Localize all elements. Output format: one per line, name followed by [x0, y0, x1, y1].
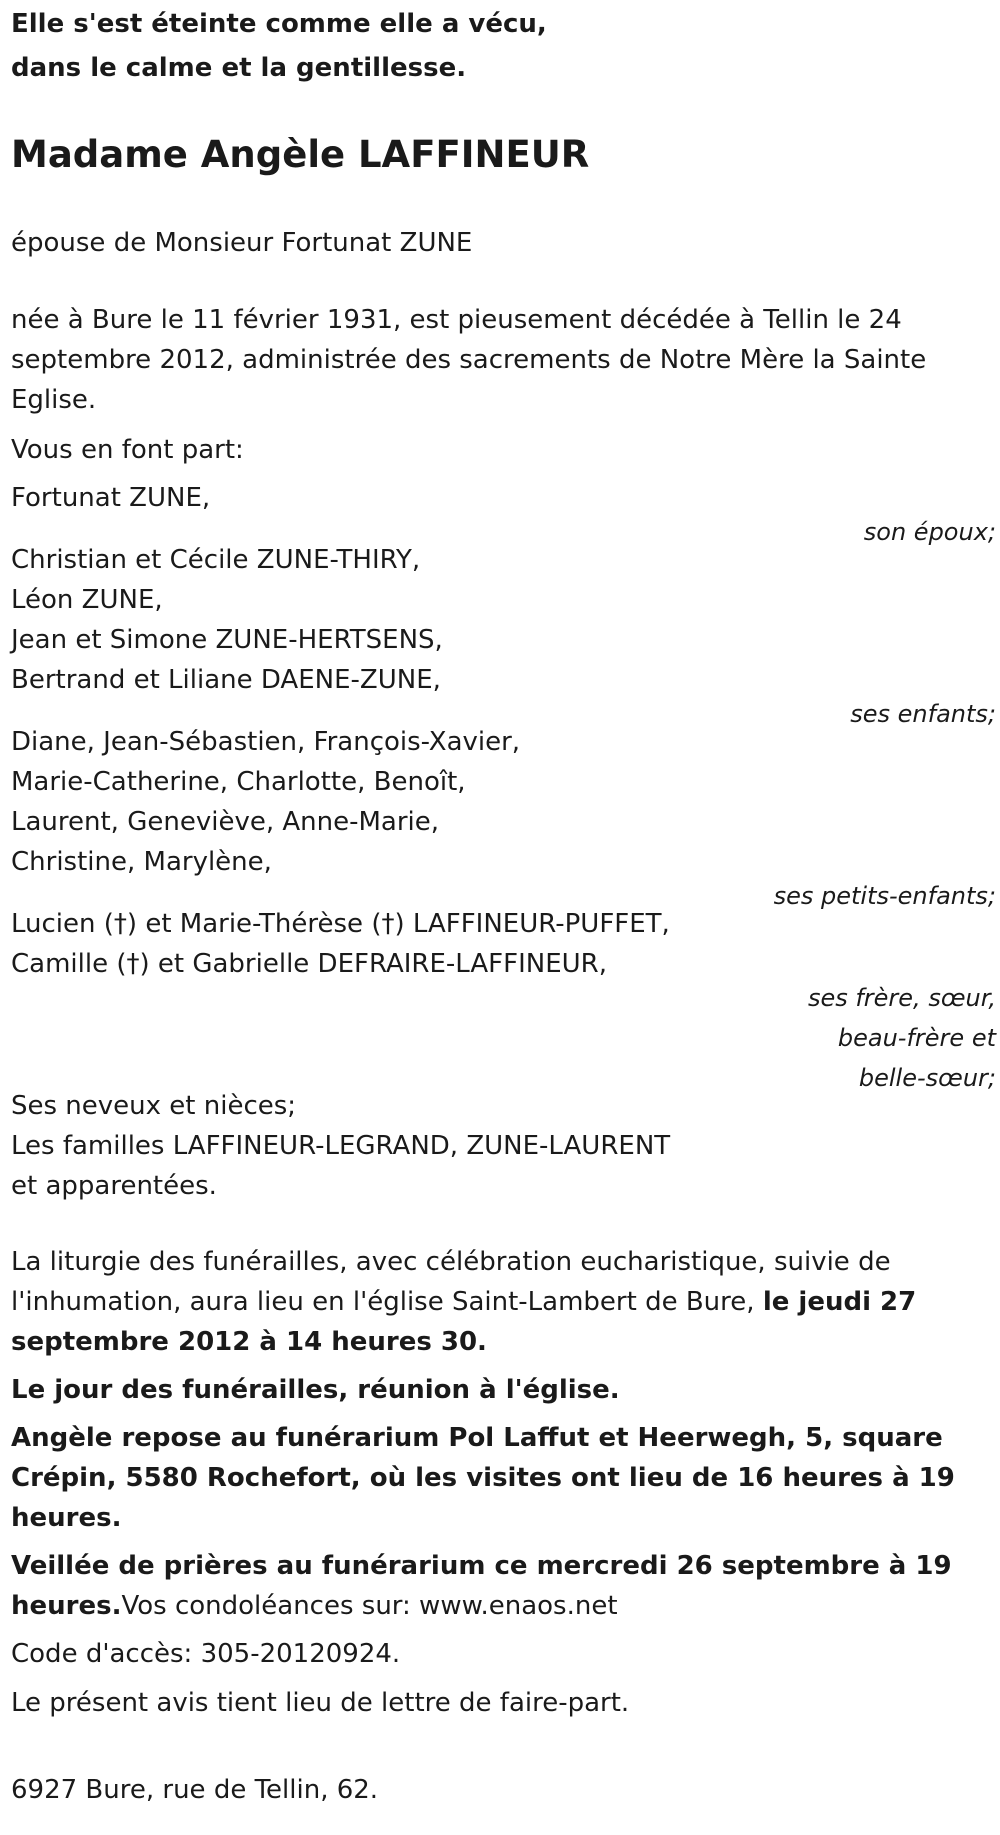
- reunion-note: Le jour des funérailles, réunion à l'église.: [11, 1375, 620, 1405]
- funerarium-paragraph: [11, 1418, 955, 1538]
- family-role: son époux;: [863, 518, 996, 546]
- condolences-link-text: Vos condoléances sur: www.enaos.net: [121, 1591, 618, 1621]
- funerarium-line-3: heures.: [11, 1503, 122, 1533]
- announce-intro: Vous en font part:: [11, 435, 244, 465]
- epigraph: [11, 2, 547, 90]
- family-group-grandchildren: [11, 722, 996, 916]
- liturgy-time: septembre 2012 à 14 heures 30.: [11, 1327, 487, 1357]
- liturgy-line-1: La liturgie des funérailles, avec célébration eucharistique, suivie de: [11, 1247, 891, 1277]
- family-role: beau-frère et: [837, 1024, 996, 1052]
- liturgy-date: le jeudi 27: [762, 1287, 917, 1317]
- family-name: Fortunat ZUNE,: [11, 483, 211, 513]
- extended-family-line-2: Les familles LAFFINEUR-LEGRAND, ZUNE-LAURENT: [11, 1131, 671, 1161]
- family-name: Christine, Marylène,: [11, 847, 272, 877]
- liturgy-line-2: [11, 1282, 916, 1322]
- family-name: Léon ZUNE,: [11, 585, 163, 615]
- family-name: Camille (†) et Gabrielle DEFRAIRE-LAFFINEUR,: [11, 949, 607, 979]
- extended-family-line-1: Ses neveux et nièces;: [11, 1091, 297, 1121]
- birth-death-paragraph: [11, 300, 926, 420]
- family-name: Marie-Catherine, Charlotte, Benoît,: [11, 767, 466, 797]
- extended-family: [11, 1086, 670, 1206]
- family-group-siblings: [11, 904, 996, 1098]
- epigraph-line-1: Elle s'est éteinte comme elle a vécu,: [11, 9, 547, 39]
- funerarium-line-1: Angèle repose au funérarium Pol Laffut et Heerwegh, 5, square: [11, 1423, 943, 1453]
- liturgy-paragraph: [11, 1242, 916, 1362]
- family-name: Jean et Simone ZUNE-HERTSENS,: [11, 625, 443, 655]
- birth-death-line-3: Eglise.: [11, 385, 97, 415]
- vigil-line-2: [11, 1586, 952, 1626]
- family-role: belle-sœur;: [858, 1064, 996, 1092]
- liturgy-location: l'inhumation, aura lieu en l'église Saint-Lambert de Bure,: [11, 1287, 763, 1317]
- address: 6927 Bure, rue de Tellin, 62.: [11, 1775, 379, 1805]
- deceased-name: Madame Angèle LAFFINEUR: [11, 133, 590, 176]
- family-role: ses petits-enfants;: [773, 882, 996, 910]
- birth-death-line-2: septembre 2012, administrée des sacrements de Notre Mère la Sainte: [11, 345, 927, 375]
- vigil-hours: heures.: [11, 1591, 122, 1621]
- family-name: Bertrand et Liliane DAENE-ZUNE,: [11, 665, 441, 695]
- family-role: ses enfants;: [850, 700, 996, 728]
- family-name: Christian et Cécile ZUNE-THIRY,: [11, 545, 421, 575]
- vigil-line-1: Veillée de prières au funérarium ce mercredi 26 septembre à 19: [11, 1551, 952, 1581]
- family-group-children: [11, 540, 996, 734]
- family-name: Laurent, Geneviève, Anne-Marie,: [11, 807, 440, 837]
- epigraph-line-2: dans le calme et la gentillesse.: [11, 53, 467, 83]
- vigil-paragraph: [11, 1546, 952, 1626]
- family-name: Diane, Jean-Sébastien, François-Xavier,: [11, 727, 521, 757]
- extended-family-line-3: et apparentées.: [11, 1171, 217, 1201]
- family-role: ses frère, sœur,: [807, 984, 996, 1012]
- family-name: Lucien (†) et Marie-Thérèse (†) LAFFINEUR-PUFFET,: [11, 909, 670, 939]
- access-code: Code d'accès: 305-20120924.: [11, 1639, 401, 1669]
- funerarium-line-2: Crépin, 5580 Rochefort, où les visites ont lieu de 16 heures à 19: [11, 1463, 955, 1493]
- birth-death-line-1: née à Bure le 11 février 1931, est pieusement décédée à Tellin le 24: [11, 305, 902, 335]
- spouse-line: épouse de Monsieur Fortunat ZUNE: [11, 228, 473, 258]
- notice-text: Le présent avis tient lieu de lettre de faire-part.: [11, 1688, 630, 1718]
